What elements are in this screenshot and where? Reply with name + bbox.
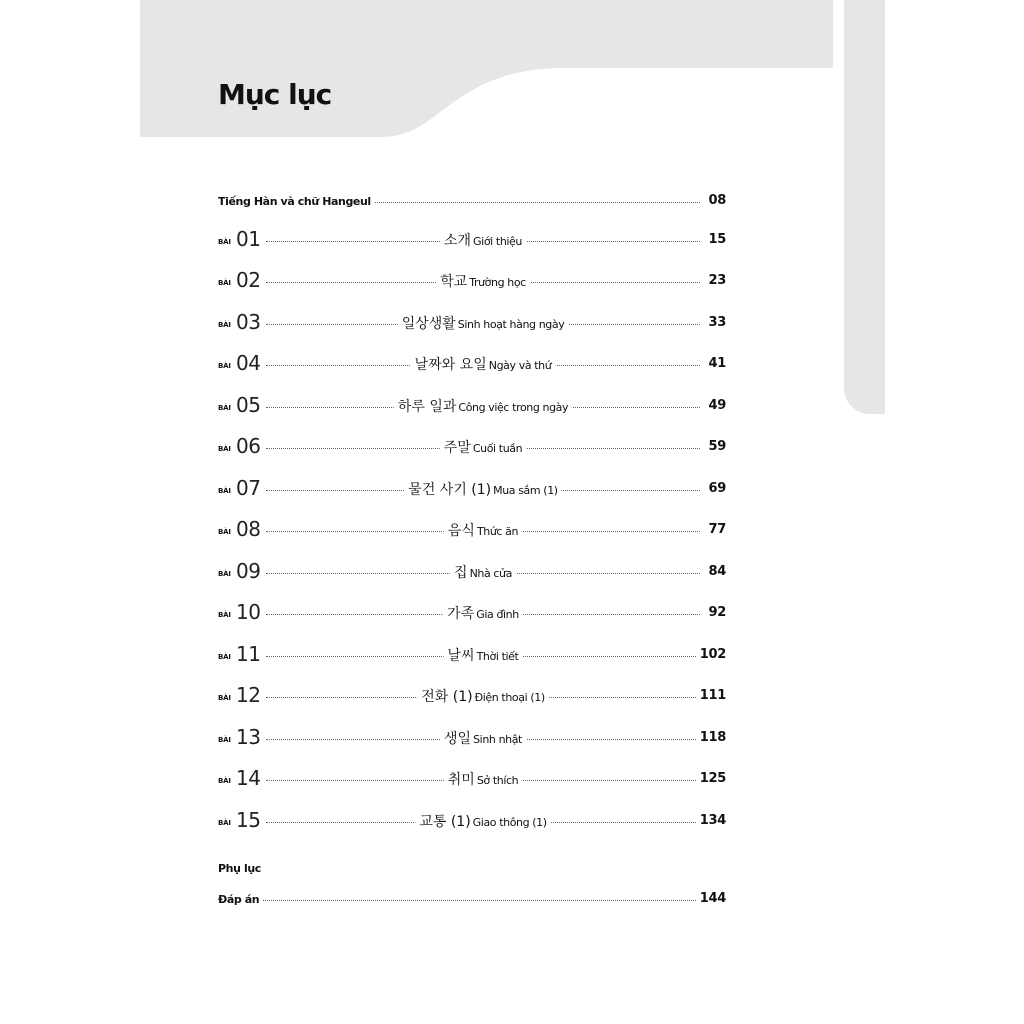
lesson-prefix: BÀI — [218, 445, 231, 453]
lesson-number: 12 — [236, 683, 264, 707]
lesson-row — [0, 602, 1024, 626]
lesson-prefix: BÀI — [218, 279, 231, 287]
lesson-prefix: BÀI — [218, 694, 231, 702]
lesson-title — [440, 230, 526, 250]
lesson-prefix: BÀI — [218, 487, 231, 495]
lesson-title-vietnamese: Thời tiết — [476, 650, 519, 663]
intro-label: Tiếng Hàn và chữ Hangeul — [218, 195, 374, 208]
lesson-title-vietnamese: Mua sắm (1) — [493, 484, 558, 497]
lesson-title — [443, 603, 523, 623]
page-title: Mục lục — [218, 78, 332, 111]
lesson-prefix: BÀI — [218, 404, 231, 412]
lesson-page-number: 84 — [706, 564, 727, 579]
lesson-row — [0, 519, 1024, 543]
lesson-title-korean: 전화 (1) — [421, 689, 473, 705]
leader-dots — [352, 202, 700, 203]
leader-dots — [256, 900, 700, 901]
lesson-number: 09 — [236, 559, 264, 583]
lesson-title-vietnamese: Sinh nhật — [473, 733, 522, 746]
lesson-title-korean: 하루 일과 — [397, 399, 457, 415]
lesson-title — [444, 520, 522, 540]
lesson-prefix: BÀI — [218, 611, 231, 619]
lesson-title-vietnamese: Giao thông (1) — [472, 816, 547, 829]
lesson-page-number: 41 — [706, 356, 727, 371]
lesson-title-korean: 날짜와 요일 — [414, 357, 487, 373]
lesson-title-korean: 가족 — [447, 606, 475, 622]
lesson-number: 04 — [236, 351, 264, 375]
lesson-title-vietnamese: Sở thích — [476, 774, 519, 787]
lesson-page-number: 23 — [706, 273, 727, 288]
lesson-prefix: BÀI — [218, 777, 231, 785]
lesson-page-number: 92 — [706, 605, 727, 620]
lesson-row — [0, 436, 1024, 460]
lesson-page-number: 15 — [706, 232, 727, 247]
appendix-heading: Phụ lục — [218, 862, 261, 875]
lesson-title-korean: 날씨 — [447, 648, 475, 664]
header-band-shape — [140, 0, 833, 137]
lesson-number: 05 — [236, 393, 264, 417]
lesson-title-vietnamese: Nhà cửa — [469, 567, 512, 580]
lesson-number: 06 — [236, 434, 264, 458]
lesson-prefix: BÀI — [218, 362, 231, 370]
lesson-title-vietnamese: Gia đình — [476, 608, 519, 621]
lesson-number: 02 — [236, 268, 264, 292]
lesson-row — [0, 644, 1024, 668]
lesson-page-number: 59 — [706, 439, 727, 454]
lesson-title-korean: 주말 — [443, 440, 471, 456]
lesson-title-korean: 집 — [454, 565, 468, 581]
lesson-page-number: 125 — [697, 771, 726, 786]
lesson-row — [0, 229, 1024, 253]
lesson-number: 07 — [236, 476, 264, 500]
lesson-title-vietnamese: Ngày và thứ — [488, 359, 552, 372]
lesson-title-korean: 취미 — [447, 772, 475, 788]
lesson-row — [0, 810, 1024, 834]
appendix-item-page-number: 144 — [697, 891, 726, 906]
lesson-title-korean: 교통 (1) — [419, 814, 471, 830]
lesson-prefix: BÀI — [218, 819, 231, 827]
lesson-number: 08 — [236, 517, 264, 541]
lesson-title-korean: 생일 — [444, 731, 472, 747]
lesson-prefix: BÀI — [218, 570, 231, 578]
lesson-title-vietnamese: Điện thoại (1) — [474, 691, 545, 704]
lesson-title — [417, 686, 548, 706]
lesson-row — [0, 727, 1024, 751]
lesson-row — [0, 685, 1024, 709]
lesson-number: 10 — [236, 600, 264, 624]
lesson-page-number: 102 — [697, 647, 726, 662]
lesson-title-vietnamese: Cuối tuần — [472, 442, 523, 455]
lesson-prefix: BÀI — [218, 736, 231, 744]
lesson-prefix: BÀI — [218, 528, 231, 536]
lesson-title — [394, 396, 572, 416]
lesson-title-vietnamese: Công việc trong ngày — [458, 401, 569, 414]
lesson-prefix: BÀI — [218, 238, 231, 246]
lesson-title-korean: 음식 — [447, 523, 475, 539]
lesson-title — [436, 271, 530, 291]
lesson-title — [398, 313, 569, 333]
lesson-title-korean: 일상생활 — [401, 316, 456, 332]
lesson-title-vietnamese: Giới thiệu — [473, 235, 523, 248]
toc-intro-row — [0, 190, 1024, 214]
lesson-title-korean: 물건 사기 (1) — [408, 482, 492, 498]
lesson-number: 15 — [236, 808, 264, 832]
lesson-title — [444, 769, 522, 789]
lesson-page-number: 111 — [697, 688, 726, 703]
lesson-title-korean: 소개 — [443, 233, 472, 249]
lesson-number: 01 — [236, 227, 264, 251]
lesson-page-number: 118 — [697, 730, 726, 745]
lesson-page-number: 33 — [706, 315, 727, 330]
lesson-title — [404, 479, 561, 499]
lesson-title — [440, 728, 526, 748]
lesson-title — [450, 562, 516, 582]
appendix-row — [0, 888, 1024, 912]
lesson-page-number: 69 — [706, 481, 727, 496]
lesson-row — [0, 312, 1024, 336]
lesson-row — [0, 768, 1024, 792]
lesson-row — [0, 561, 1024, 585]
lesson-title-vietnamese: Thức ăn — [476, 525, 519, 538]
lesson-row — [0, 395, 1024, 419]
lesson-number: 14 — [236, 766, 264, 790]
intro-page-number: 08 — [706, 193, 727, 208]
lesson-page-number: 77 — [706, 522, 727, 537]
lesson-title — [415, 811, 550, 831]
lesson-page-number: 49 — [706, 398, 727, 413]
lesson-row — [0, 353, 1024, 377]
lesson-number: 11 — [236, 642, 264, 666]
lesson-prefix: BÀI — [218, 653, 231, 661]
appendix-item-label: Đáp án — [218, 893, 262, 906]
lesson-title-vietnamese: Sinh hoạt hàng ngày — [457, 318, 565, 331]
lesson-title — [444, 645, 523, 665]
lesson-title-korean: 학교 — [440, 274, 468, 290]
lesson-prefix: BÀI — [218, 321, 231, 329]
lesson-title — [411, 354, 556, 374]
lesson-number: 13 — [236, 725, 264, 749]
lesson-number: 03 — [236, 310, 264, 334]
lesson-row — [0, 270, 1024, 294]
lesson-row — [0, 478, 1024, 502]
lesson-title — [440, 437, 526, 457]
lesson-title-vietnamese: Trường học — [469, 276, 526, 289]
lesson-page-number: 134 — [697, 813, 726, 828]
